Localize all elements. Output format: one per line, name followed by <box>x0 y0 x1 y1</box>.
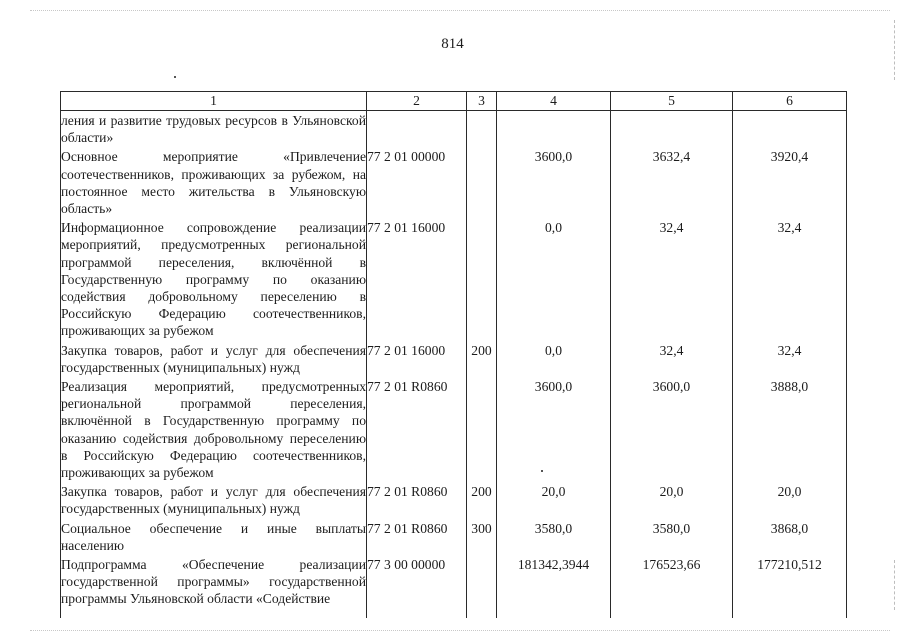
target-code: 77 2 01 R0860 <box>367 520 467 556</box>
table-row <box>61 219 847 341</box>
amount-col5: 3600,0 <box>611 378 733 483</box>
target-code: 77 3 00 00000 <box>367 556 467 618</box>
amount-col6: 32,4 <box>733 219 847 341</box>
row-name: Основное мероприятие «Привлечение соотечественников, проживающих за рубежом, на постоянное место жительства в Ульяновскую область» <box>61 148 367 219</box>
expense-type <box>467 111 497 149</box>
budget-table <box>60 91 847 618</box>
column-header: 3 <box>467 92 497 111</box>
table-row <box>61 148 847 219</box>
expense-type <box>467 219 497 341</box>
column-header: 5 <box>611 92 733 111</box>
scan-speck <box>174 76 176 78</box>
target-code: 77 2 01 R0860 <box>367 483 467 519</box>
expense-type <box>467 556 497 618</box>
amount-col4: 181342,3944 <box>497 556 611 618</box>
amount-col4: 3580,0 <box>497 520 611 556</box>
scan-bottom-edge <box>30 630 890 632</box>
amount-col5: 3632,4 <box>611 148 733 219</box>
amount-col6: 177210,512 <box>733 556 847 618</box>
table-row <box>61 556 847 618</box>
amount-col4: 20,0 <box>497 483 611 519</box>
amount-col5 <box>611 111 733 149</box>
amount-col4: 3600,0 <box>497 378 611 483</box>
row-name: Реализация мероприятий, предусмотренных региональной программой переселения, включённой в Государственную программу по оказанию содействия добровольному переселению в Российскую Федерацию соотечественников, проживающих за рубежом <box>61 378 367 483</box>
amount-col5: 20,0 <box>611 483 733 519</box>
amount-col4: 0,0 <box>497 342 611 378</box>
amount-col5: 176523,66 <box>611 556 733 618</box>
target-code <box>367 111 467 149</box>
row-name: Социальное обеспечение и иные выплаты населению <box>61 520 367 556</box>
table-row <box>61 342 847 378</box>
amount-col4: 3600,0 <box>497 148 611 219</box>
column-header: 6 <box>733 92 847 111</box>
amount-col4: 0,0 <box>497 219 611 341</box>
amount-col5: 32,4 <box>611 219 733 341</box>
column-header: 4 <box>497 92 611 111</box>
row-name: ления и развитие трудовых ресурсов в Ульяновской области» <box>61 111 367 149</box>
amount-col5: 32,4 <box>611 342 733 378</box>
table-row <box>61 520 847 556</box>
row-name: Закупка товаров, работ и услуг для обеспечения государственных (муниципальных) нужд <box>61 483 367 519</box>
table-row <box>61 378 847 483</box>
column-header: 2 <box>367 92 467 111</box>
table-row <box>61 111 847 149</box>
expense-type: 200 <box>467 342 497 378</box>
row-name: Закупка товаров, работ и услуг для обеспечения государственных (муниципальных) нужд <box>61 342 367 378</box>
column-number-row <box>61 92 847 111</box>
scan-right-edge-lower <box>894 560 896 610</box>
target-code: 77 2 01 16000 <box>367 219 467 341</box>
table-row <box>61 483 847 519</box>
amount-col6 <box>733 111 847 149</box>
expense-type: 200 <box>467 483 497 519</box>
target-code: 77 2 01 00000 <box>367 148 467 219</box>
amount-col6: 32,4 <box>733 342 847 378</box>
column-header: 1 <box>61 92 367 111</box>
target-code: 77 2 01 16000 <box>367 342 467 378</box>
amount-col5: 3580,0 <box>611 520 733 556</box>
amount-col6: 3868,0 <box>733 520 847 556</box>
scan-top-edge <box>30 10 890 12</box>
amount-col6: 3888,0 <box>733 378 847 483</box>
page-number: 814 <box>441 36 464 52</box>
row-name: Информационное сопровождение реализации мероприятий, предусмотренных региональной программой переселения, включённой в Государственную программу по оказанию содействия добровольному переселению в Российскую Федерацию соотечественников, проживающих за рубежом <box>61 219 367 341</box>
target-code: 77 2 01 R0860 <box>367 378 467 483</box>
expense-type <box>467 148 497 219</box>
row-name: Подпрограмма «Обеспечение реализации государственной программы» государственной программы Ульяновской области «Содействие <box>61 556 367 618</box>
expense-type: 300 <box>467 520 497 556</box>
expense-type <box>467 378 497 483</box>
amount-col6: 20,0 <box>733 483 847 519</box>
amount-col4 <box>497 111 611 149</box>
amount-col6: 3920,4 <box>733 148 847 219</box>
